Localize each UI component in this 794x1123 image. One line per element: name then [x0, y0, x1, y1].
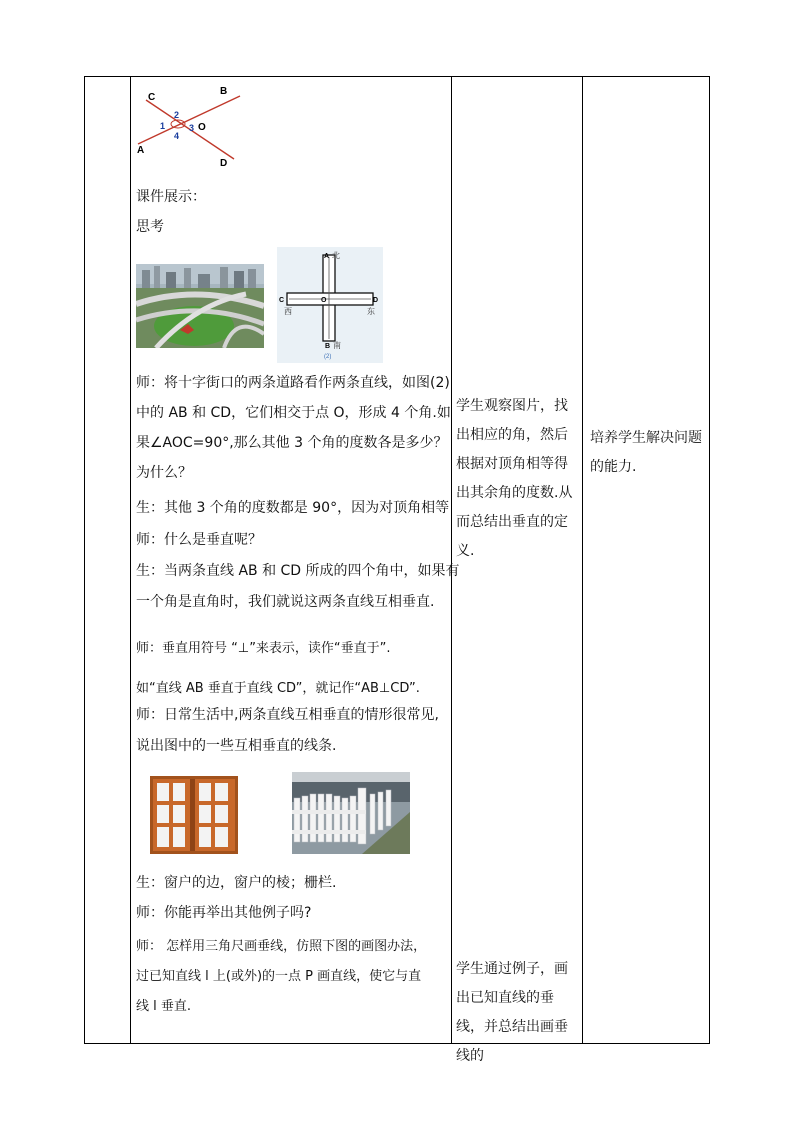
svg-text:(2): (2): [324, 354, 332, 360]
svg-text:东: 东: [367, 307, 375, 316]
svg-text:D: D: [373, 297, 379, 304]
svg-text:南: 南: [333, 341, 341, 350]
teacher-draw-instruction-2: 过已知直线 l 上(或外)的一点 P 画直线，使它与直: [136, 969, 422, 984]
svg-text:北: 北: [332, 251, 340, 260]
courseware-label: 课件展示：: [136, 189, 206, 205]
student-definition-1: 生：当两条直线 AB 和 CD 所成的四个角中，如果有: [136, 563, 460, 579]
teacher-symbol-2: 如“直线 AB 垂直于直线 CD”，就记作“AB⊥CD”.: [136, 681, 420, 696]
student-activity-observe: 学生观察图片，找出相应的角，然后根据对顶角相等得出其余角的度数.从而总结出垂直的定义.: [456, 398, 573, 559]
student-answer-angles: 生：其他 3 个角的度数都是 90°，因为对顶角相等: [136, 500, 450, 516]
teacher-question-crossroads-3: 果∠AOC=90°,那么其他 3 个角的度数各是多少？: [136, 435, 448, 451]
svg-text:O: O: [321, 297, 327, 304]
svg-text:C: C: [148, 92, 156, 103]
svg-text:A: A: [324, 253, 330, 260]
svg-text:A: A: [137, 145, 145, 156]
svg-text:3: 3: [189, 123, 195, 133]
student-definition-2: 一个角是直角时，我们就说这两条直线互相垂直.: [136, 594, 435, 610]
svg-text:2: 2: [174, 110, 180, 120]
svg-text:B: B: [325, 343, 331, 350]
teacher-question-crossroads-2: 中的 AB 和 CD，它们相交于点 O，形成 4 个角.如: [136, 405, 451, 421]
svg-text:B: B: [220, 86, 228, 97]
teacher-symbol-1: 师：垂直用符号 “⊥”来表示，读作“垂直于”.: [136, 641, 391, 656]
teacher-daily-life-1: 师：日常生活中,两条直线互相垂直的情形很常见,: [136, 707, 439, 723]
column-divider: [582, 77, 583, 1043]
think-label: 思考: [136, 219, 164, 235]
svg-text:西: 西: [284, 307, 292, 316]
teacher-draw-instruction-3: 线 l 垂直.: [136, 999, 192, 1014]
svg-text:4: 4: [174, 131, 180, 141]
interchange-photo: [136, 264, 264, 348]
teacher-more-examples: 师：你能再举出其他例子吗?: [136, 905, 312, 921]
crossroads-diagram: [277, 247, 383, 363]
svg-text:O: O: [198, 122, 206, 133]
intersecting-lines-diagram: [134, 84, 264, 172]
svg-text:C: C: [279, 297, 285, 304]
svg-text:1: 1: [160, 121, 166, 131]
fence-photo: [292, 772, 410, 854]
teacher-question-perpendicular: 师：什么是垂直呢？: [136, 532, 262, 548]
teacher-daily-life-2: 说出图中的一些互相垂直的线条.: [136, 738, 337, 754]
svg-text:D: D: [220, 158, 228, 169]
student-activity-draw: 学生通过例子，画出已知直线的垂线，并总结出画垂线的: [456, 961, 568, 1064]
teacher-question-crossroads-4: 为什么？: [136, 465, 192, 481]
column-divider: [130, 77, 131, 1043]
design-goal: 培养学生解决问题的能力.: [590, 430, 702, 475]
teacher-question-crossroads-1: 师：将十字街口的两条道路看作两条直线，如图(2): [136, 375, 450, 391]
window-photo: [150, 776, 238, 854]
student-answer-examples: 生：窗户的边，窗户的棱；栅栏.: [136, 875, 337, 891]
teacher-draw-instruction-1: 师： 怎样用三角尺画垂线，仿照下图的画图办法，: [136, 939, 427, 954]
